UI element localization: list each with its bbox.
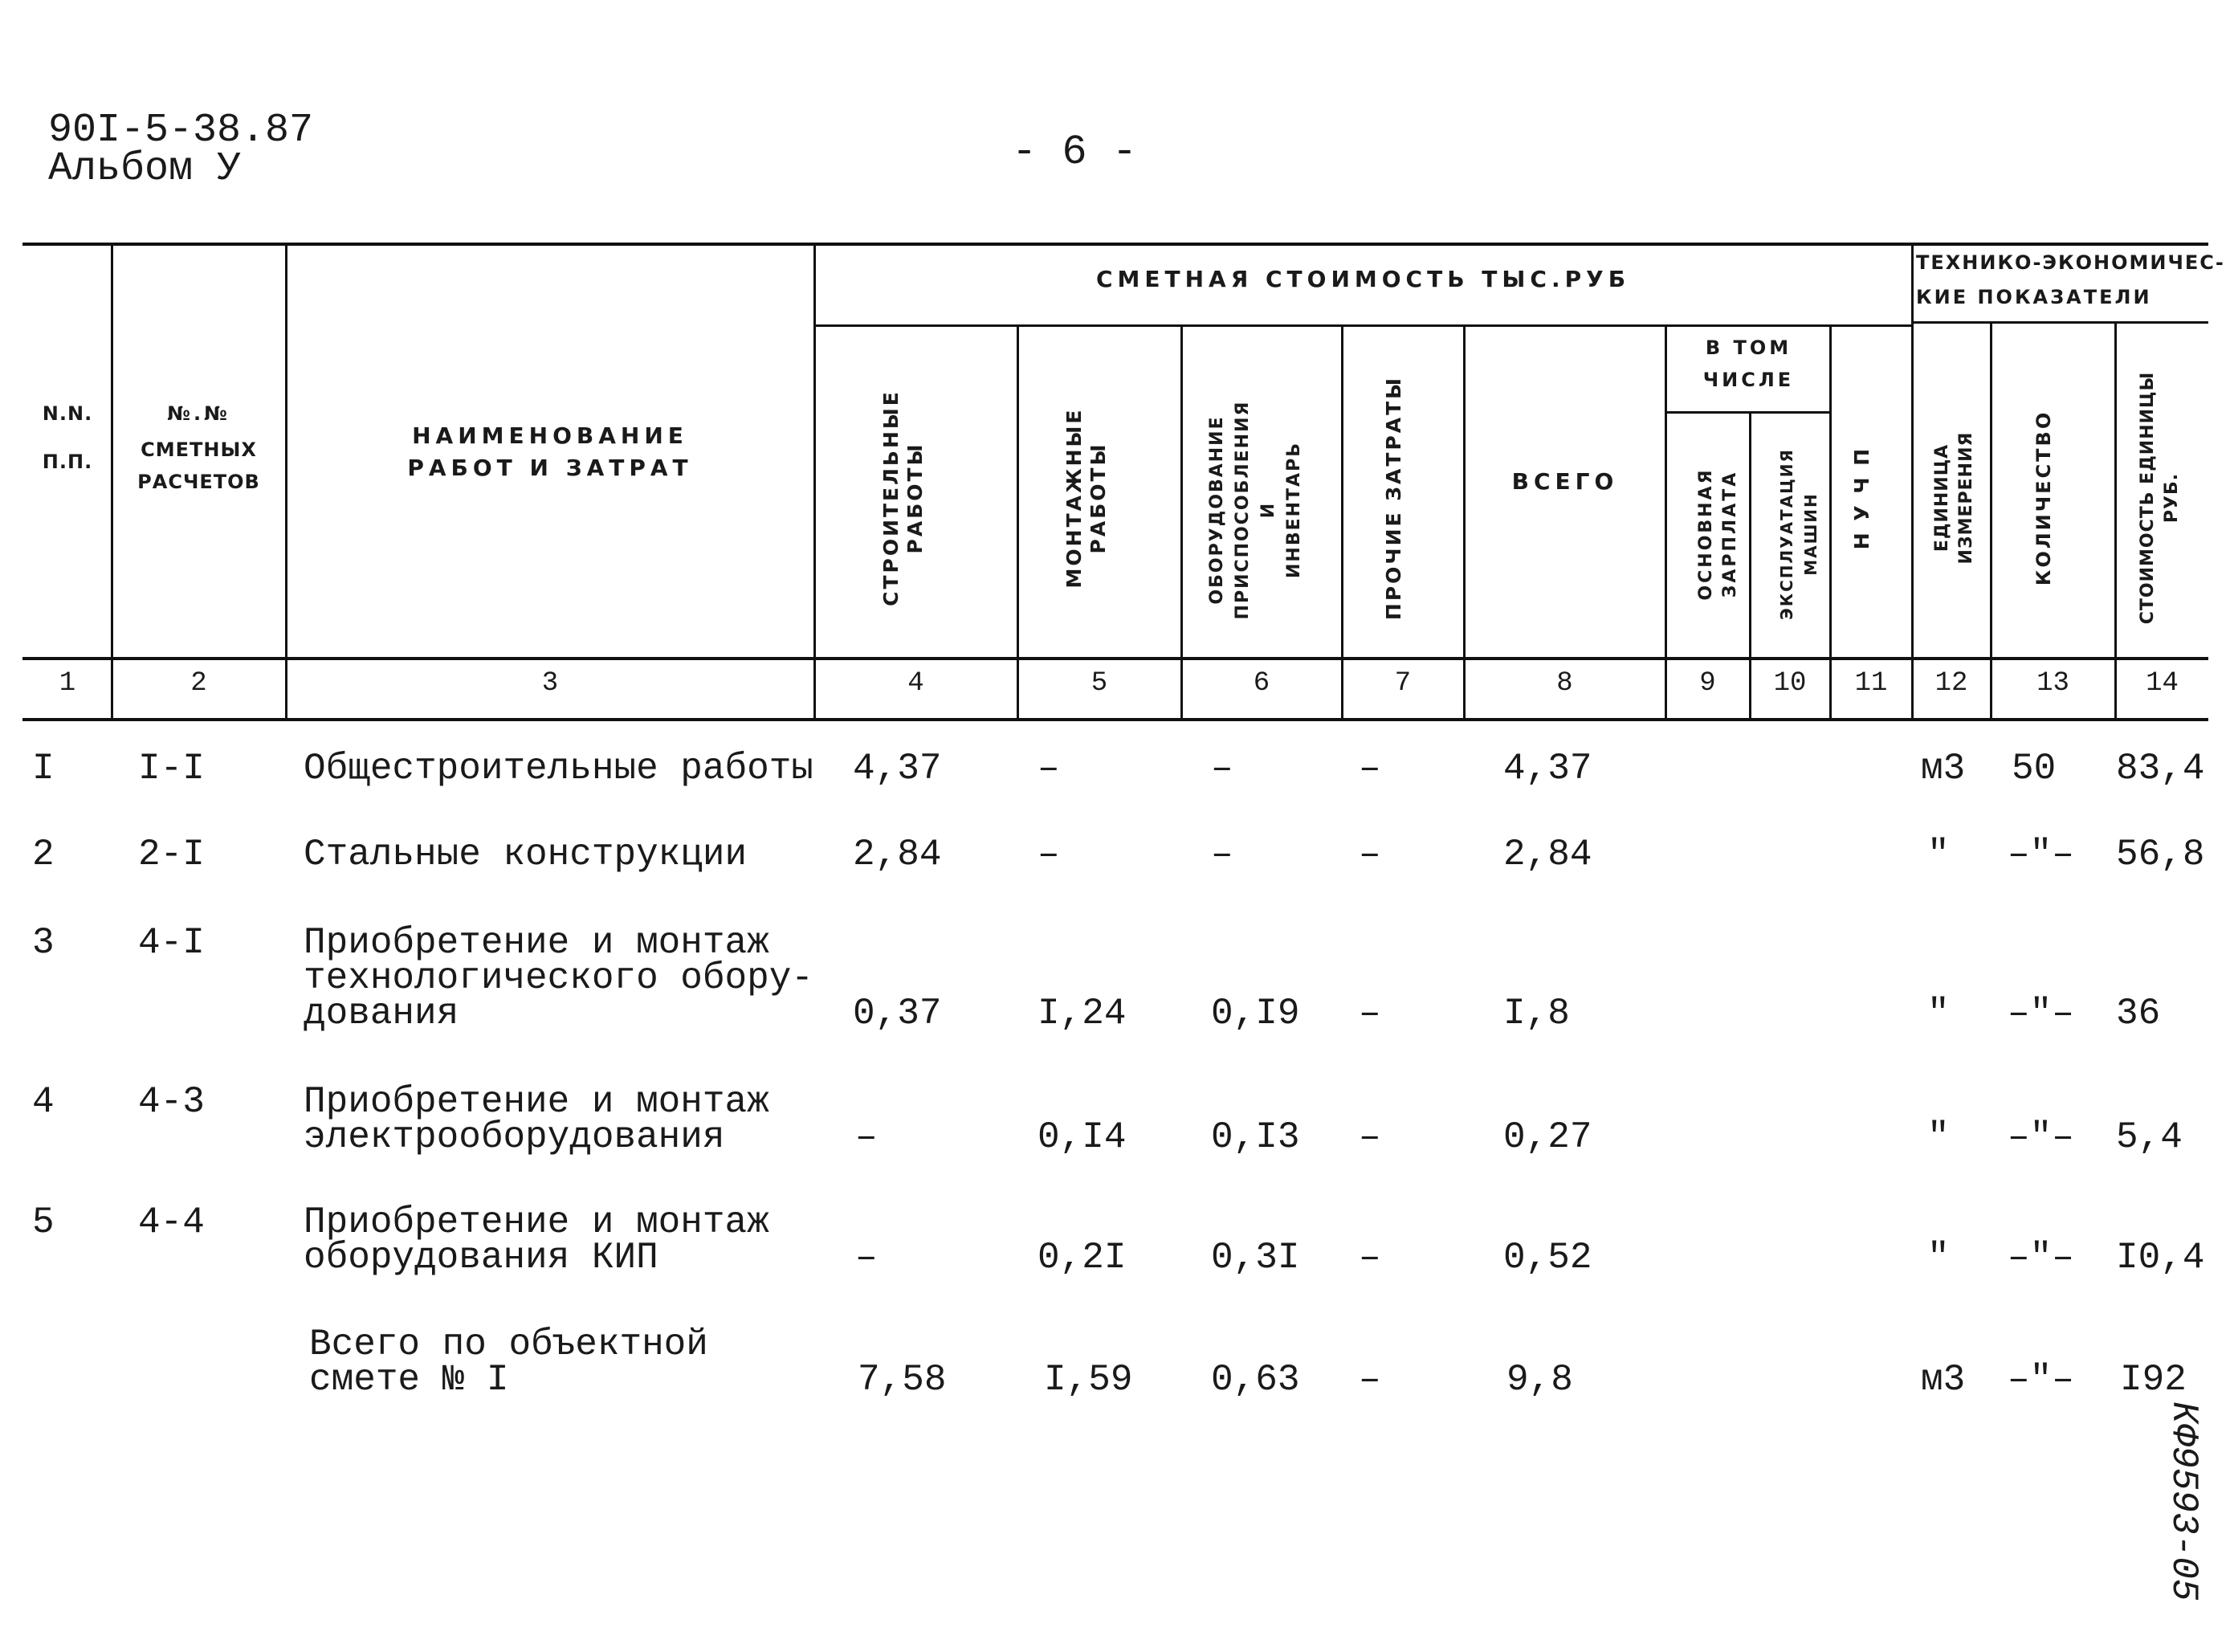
total-cost: 4,37	[1503, 748, 1592, 789]
quantity: –"–	[2008, 1359, 2074, 1401]
installation-cost: –	[1038, 748, 1060, 789]
col-divider-5	[1180, 325, 1183, 720]
work-name: Приобретение и монтаж	[304, 1201, 769, 1243]
col-number: 14	[2146, 668, 2179, 699]
col4-header: СТРОИТЕЛЬНЫЕ РАБОТЫ	[879, 390, 927, 606]
total-cost: 9,8	[1506, 1359, 1573, 1401]
calc-number: 4-4	[138, 1201, 205, 1243]
work-name: оборудования КИП	[304, 1237, 658, 1279]
equipment-cost: 0,I9	[1211, 993, 1300, 1034]
cost-group-header: СМЕТНАЯ СТОИМОСТЬ ТЫС.РУБ	[1095, 266, 1631, 292]
construction-cost: 7,58	[858, 1359, 947, 1401]
unit-cost: 83,4	[2116, 748, 2205, 789]
other-cost: –	[1359, 834, 1381, 875]
archive-stamp: КФ9593-05	[2163, 1401, 2204, 1601]
tech-group-header-line2: КИЕ ПОКАЗАТЕЛИ	[1916, 286, 2152, 308]
other-cost: –	[1359, 1116, 1381, 1158]
col-divider-13	[2114, 323, 2117, 720]
calc-number: 4-I	[138, 922, 205, 964]
construction-cost: 4,37	[853, 748, 942, 789]
page-number: - 6 -	[1012, 128, 1138, 176]
col1-header-line1: N.N.	[42, 402, 93, 425]
col9-header: ОСНОВНАЯ ЗАРПЛАТА	[1696, 467, 1740, 601]
col2-header-line2: СМЕТНЫХ	[141, 438, 257, 461]
equipment-cost: 0,I3	[1211, 1116, 1300, 1158]
unit: "	[1927, 1116, 1950, 1158]
total-cost: 0,52	[1503, 1237, 1592, 1279]
unit: м3	[1921, 748, 1966, 789]
cost-group-divider	[815, 324, 1911, 327]
tech-group-divider	[1911, 321, 2208, 324]
quantity: –"–	[2008, 993, 2074, 1034]
col-number: 9	[1699, 668, 1716, 699]
unit: "	[1927, 993, 1950, 1034]
work-name: Общестроительные работы	[304, 748, 813, 789]
col2-header-line1: №.№	[167, 402, 230, 425]
installation-cost: I,24	[1038, 993, 1127, 1034]
total-label: смете № I	[309, 1359, 509, 1401]
table-top-border	[22, 243, 2208, 246]
construction-cost: –	[855, 1116, 878, 1158]
other-cost: –	[1359, 1237, 1381, 1279]
unit-cost: 5,4	[2116, 1116, 2183, 1158]
row-number: I	[32, 748, 55, 789]
tech-group-header-line1: ТЕХНИКО-ЭКОНОМИЧЕС-	[1916, 251, 2225, 274]
col-number: 1	[59, 668, 76, 699]
col2-header-line3: РАСЧЕТОВ	[137, 471, 260, 493]
col-divider-6	[1341, 325, 1343, 720]
document-code: 90I-5-38.87	[48, 108, 314, 153]
unit: м3	[1921, 1359, 1966, 1401]
total-cost: 0,27	[1503, 1116, 1592, 1158]
header-bottom-border	[22, 657, 2208, 660]
col9-10-header-line2: ЧИСЛЕ	[1702, 369, 1795, 391]
construction-cost: –	[855, 1237, 878, 1279]
col5-header: МОНТАЖНЫЕ РАБОТЫ	[1062, 407, 1110, 589]
unit-cost: I92	[2120, 1359, 2187, 1401]
calc-number: 4-3	[138, 1081, 205, 1123]
col-number: 5	[1091, 668, 1108, 699]
total-label: Всего по объектной	[309, 1324, 708, 1365]
col1-header-line2: П.П.	[42, 451, 93, 473]
col-number: 4	[907, 668, 924, 699]
album-label: Альбом У	[48, 146, 242, 192]
col10-header: ЭКСПЛУАТАЦИЯ МАШИН	[1777, 448, 1820, 620]
unit-cost: 36	[2116, 993, 2161, 1034]
col-number: 2	[190, 668, 207, 699]
equipment-cost: –	[1211, 834, 1233, 875]
col3-header-line1: НАИМЕНОВАНИЕ	[412, 422, 688, 449]
col7-header: ПРОЧИЕ ЗАТРАТЫ	[1382, 375, 1405, 621]
total-cost: 2,84	[1503, 834, 1592, 875]
unit-cost: 56,8	[2116, 834, 2205, 875]
col-divider-11	[1911, 243, 1914, 720]
row-number: 2	[32, 834, 55, 875]
col6-header: ОБОРУДОВАНИЕ ПРИСПОСОБЛЕНИЯ И ИНВЕНТАРЬ	[1207, 400, 1304, 620]
col-number: 11	[1854, 668, 1888, 699]
work-name: дования	[304, 993, 459, 1034]
work-name: Приобретение и монтаж	[304, 922, 769, 964]
col-number: 6	[1253, 668, 1270, 699]
unit: "	[1927, 1237, 1950, 1279]
col-divider-12	[1990, 323, 1992, 720]
calc-number: 2-I	[138, 834, 205, 875]
other-cost: –	[1359, 993, 1381, 1034]
col11-header: Н У Ч П	[1850, 446, 1873, 550]
col-divider-3	[813, 243, 816, 720]
col9-10-header-line1: В ТОМ	[1705, 337, 1792, 359]
quantity: –"–	[2008, 1237, 2074, 1279]
col-divider-7	[1463, 325, 1466, 720]
installation-cost: 0,2I	[1038, 1237, 1127, 1279]
col-number: 8	[1556, 668, 1573, 699]
work-name: электрооборудования	[304, 1116, 725, 1158]
row-number: 5	[32, 1201, 55, 1243]
quantity: –"–	[2008, 834, 2074, 875]
col-divider-4	[1017, 325, 1019, 720]
col-number: 10	[1773, 668, 1807, 699]
equipment-cost: –	[1211, 748, 1233, 789]
col3-header-line2: РАБОТ И ЗАТРАТ	[407, 455, 693, 481]
equipment-cost: 0,3I	[1211, 1237, 1300, 1279]
installation-cost: 0,I4	[1038, 1116, 1127, 1158]
installation-cost: I,59	[1044, 1359, 1133, 1401]
column-numbers-bottom-border	[22, 718, 2208, 721]
quantity: 50	[2012, 748, 2057, 789]
equipment-cost: 0,63	[1211, 1359, 1300, 1401]
row-number: 4	[32, 1081, 55, 1123]
quantity: –"–	[2008, 1116, 2074, 1158]
construction-cost: 0,37	[853, 993, 942, 1034]
col-number: 7	[1394, 668, 1412, 699]
other-cost: –	[1359, 748, 1381, 789]
col14-header: СТОИМОСТЬ ЕДИНИЦЫ РУБ.	[2138, 371, 2182, 625]
col-number: 12	[1934, 668, 1968, 699]
total-cost: I,8	[1503, 993, 1570, 1034]
unit-cost: I0,4	[2116, 1237, 2205, 1279]
col-number: 3	[541, 668, 559, 699]
construction-cost: 2,84	[853, 834, 942, 875]
unit: "	[1927, 834, 1950, 875]
work-name: Приобретение и монтаж	[304, 1081, 769, 1123]
col8-header: ВСЕГО	[1511, 468, 1619, 495]
subgroup-divider	[1665, 411, 1829, 414]
other-cost: –	[1359, 1359, 1381, 1401]
row-number: 3	[32, 922, 55, 964]
col12-header: ЕДИНИЦА ИЗМЕРЕНИЯ	[1932, 431, 1976, 565]
work-name: Стальные конструкции	[304, 834, 748, 875]
col-number: 13	[2036, 668, 2069, 699]
col13-header: КОЛИЧЕСТВО	[2032, 410, 2055, 586]
installation-cost: –	[1038, 834, 1060, 875]
work-name: технологического обору-	[304, 957, 813, 999]
calc-number: I-I	[138, 748, 205, 789]
